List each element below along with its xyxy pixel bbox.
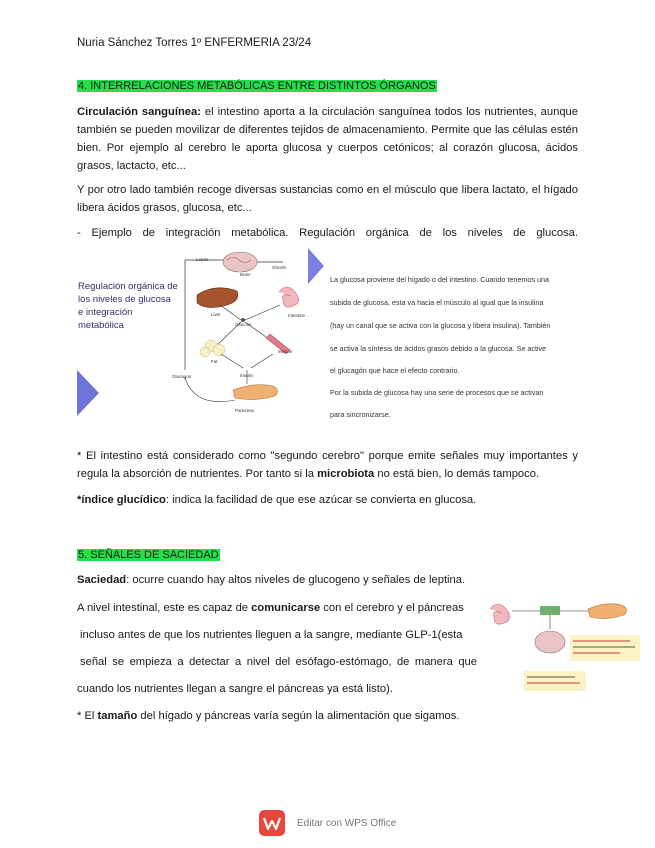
intestine-icon xyxy=(490,604,510,624)
note-text: del hígado y páncreas varía según la alimentación que sigamos. xyxy=(137,710,460,722)
triangle-shape xyxy=(77,370,99,416)
caption-line: (hay un canal que se activa con la glucosa y libera insulina). También xyxy=(330,321,551,330)
pancreas-label: Pancreas xyxy=(235,408,255,413)
satiety-line-2: incluso antes de que los nutrientes lleguen a la sangre, mediante GLP-1(esta xyxy=(80,629,463,641)
caption-line: el glucagón que hace el efecto contrario. xyxy=(330,366,460,375)
caption-line: La glucosa proviene del hígado o del intestino. Cuando tenemos una xyxy=(330,275,549,284)
brain-icon xyxy=(223,252,257,272)
note-text: : indica la facilidad de que ese azúcar se convierta en glucosa. xyxy=(165,494,477,506)
page-header: Nuria Sánchez Torres 1º ENFERMERIA 23/24 xyxy=(77,37,312,49)
brain-label: Brain xyxy=(240,272,251,277)
pancreas-icon xyxy=(588,604,627,619)
glucose-label: Glucose xyxy=(235,322,252,327)
liver-label: Liver xyxy=(211,312,221,317)
pancreas-icon xyxy=(233,385,278,400)
liver-glucose-arrow xyxy=(220,305,241,320)
satiety-line-3: señal se empieza a detectar a nivel del esófago-estómago, de manera que xyxy=(80,656,477,668)
organ-size-note xyxy=(77,707,497,725)
section-5-heading xyxy=(77,545,220,563)
communicate-term: comunicarse xyxy=(251,602,321,614)
glycemic-index-term: *índice glucídico xyxy=(77,494,166,506)
intestine-icon xyxy=(279,287,299,307)
glucagon-arrow xyxy=(185,378,235,402)
satiety-definition xyxy=(77,571,497,589)
satiety-diagram xyxy=(480,597,645,697)
example-line: - Ejemplo de integración metabólica. Regulación orgánica de los niveles de glucosa. xyxy=(77,227,578,239)
satiety-text: : ocurre cuando hay altos niveles de glucogeno y señales de leptina. xyxy=(126,574,466,586)
note-box xyxy=(570,635,640,661)
section-4-title: 4. INTERRELACIONES METABÓLICAS ENTRE DISTINTOS ÓRGANOS xyxy=(78,80,436,92)
glp1-box xyxy=(540,606,560,615)
note-text: no está bien, lo demás tampoco. xyxy=(374,468,540,480)
satiety-line-4: cuando los nutrientes llegan a sangre el páncreas ya está listo). xyxy=(77,683,393,695)
circulation-text: el intestino aporta a la circulación sanguínea todos los nutrientes, aunque también se pueden movilizar de diferentes tejidos de almacenamiento. Permite que las células estén bien. Por ejemplo al cerebro le aporta glucosa y cuerpos cetónicos; al corazón glucosa, ácidos grasos, lactacto, etc... xyxy=(77,106,578,172)
note-text: * El intestino está considerado como "segundo cerebro" porque emite señales muy importantes y regula la absorción de nutrientes. Por tanto si la xyxy=(77,450,578,480)
caption-line: subida de glucosa, esta va hacia el músculo al igual que la insulina xyxy=(330,298,544,307)
caption-line: Por la subida de glucosa hay una serie de procesos que se activan xyxy=(330,388,544,397)
section-4-heading xyxy=(77,76,437,94)
insulin-arrow-right xyxy=(251,354,273,368)
wps-footer-text[interactable]: Editar con WPS Office xyxy=(297,817,397,829)
caption-line: para sincronizarse. xyxy=(330,410,391,419)
glucagon-label: Glucagon xyxy=(172,374,192,379)
ghrelin-label: Ghrelin xyxy=(272,265,287,270)
liver-icon xyxy=(197,288,238,308)
leptin-label: Leptin xyxy=(196,257,209,262)
collection-paragraph: Y por otro lado también recoge diversas sustancias como en el músculo que libera lactato, el hígado libera ácidos grasos, glucosa, etc... xyxy=(77,184,578,214)
figure-caption xyxy=(330,268,580,426)
figure-title: Regulación orgánica de los niveles de glucosa e integración metabólica xyxy=(78,281,178,331)
intestine-glucose-arrow xyxy=(245,305,280,320)
caption-line: se activa la síntesis de ácidos grasos debido a la glucosa. Se active xyxy=(330,344,547,353)
section-5-title: 5. SEÑALES DE SACIEDAD xyxy=(78,549,219,561)
fat-icon xyxy=(213,344,225,356)
satiety-text: A nivel intestinal, este es capaz de xyxy=(77,602,252,614)
second-brain-note xyxy=(77,447,578,483)
triangle-decoration-bottom xyxy=(77,370,101,416)
brain-icon xyxy=(535,631,565,653)
note-text: * El xyxy=(77,710,98,722)
intestine-label: Intestine xyxy=(288,313,306,318)
wps-logo-icon xyxy=(259,810,285,836)
insulin-label: Insulin xyxy=(240,373,254,378)
fat-icon xyxy=(200,347,210,357)
microbiota-term: microbiota xyxy=(317,468,375,480)
fat-label: Fat xyxy=(211,359,218,364)
note-box xyxy=(524,671,586,691)
glycemic-index-note xyxy=(77,491,578,509)
circulation-label: Circulación sanguínea: xyxy=(77,106,201,118)
muscle-label: Muscle xyxy=(278,349,293,354)
size-term: tamaño xyxy=(97,710,138,722)
insulin-arrow-left xyxy=(221,354,243,368)
satiety-term: Saciedad xyxy=(77,574,127,586)
satiety-text: con el cerebro y el páncreas xyxy=(320,602,464,614)
wps-footer[interactable] xyxy=(259,810,396,836)
circulation-paragraph xyxy=(77,103,578,175)
satiety-line-1 xyxy=(77,599,497,617)
